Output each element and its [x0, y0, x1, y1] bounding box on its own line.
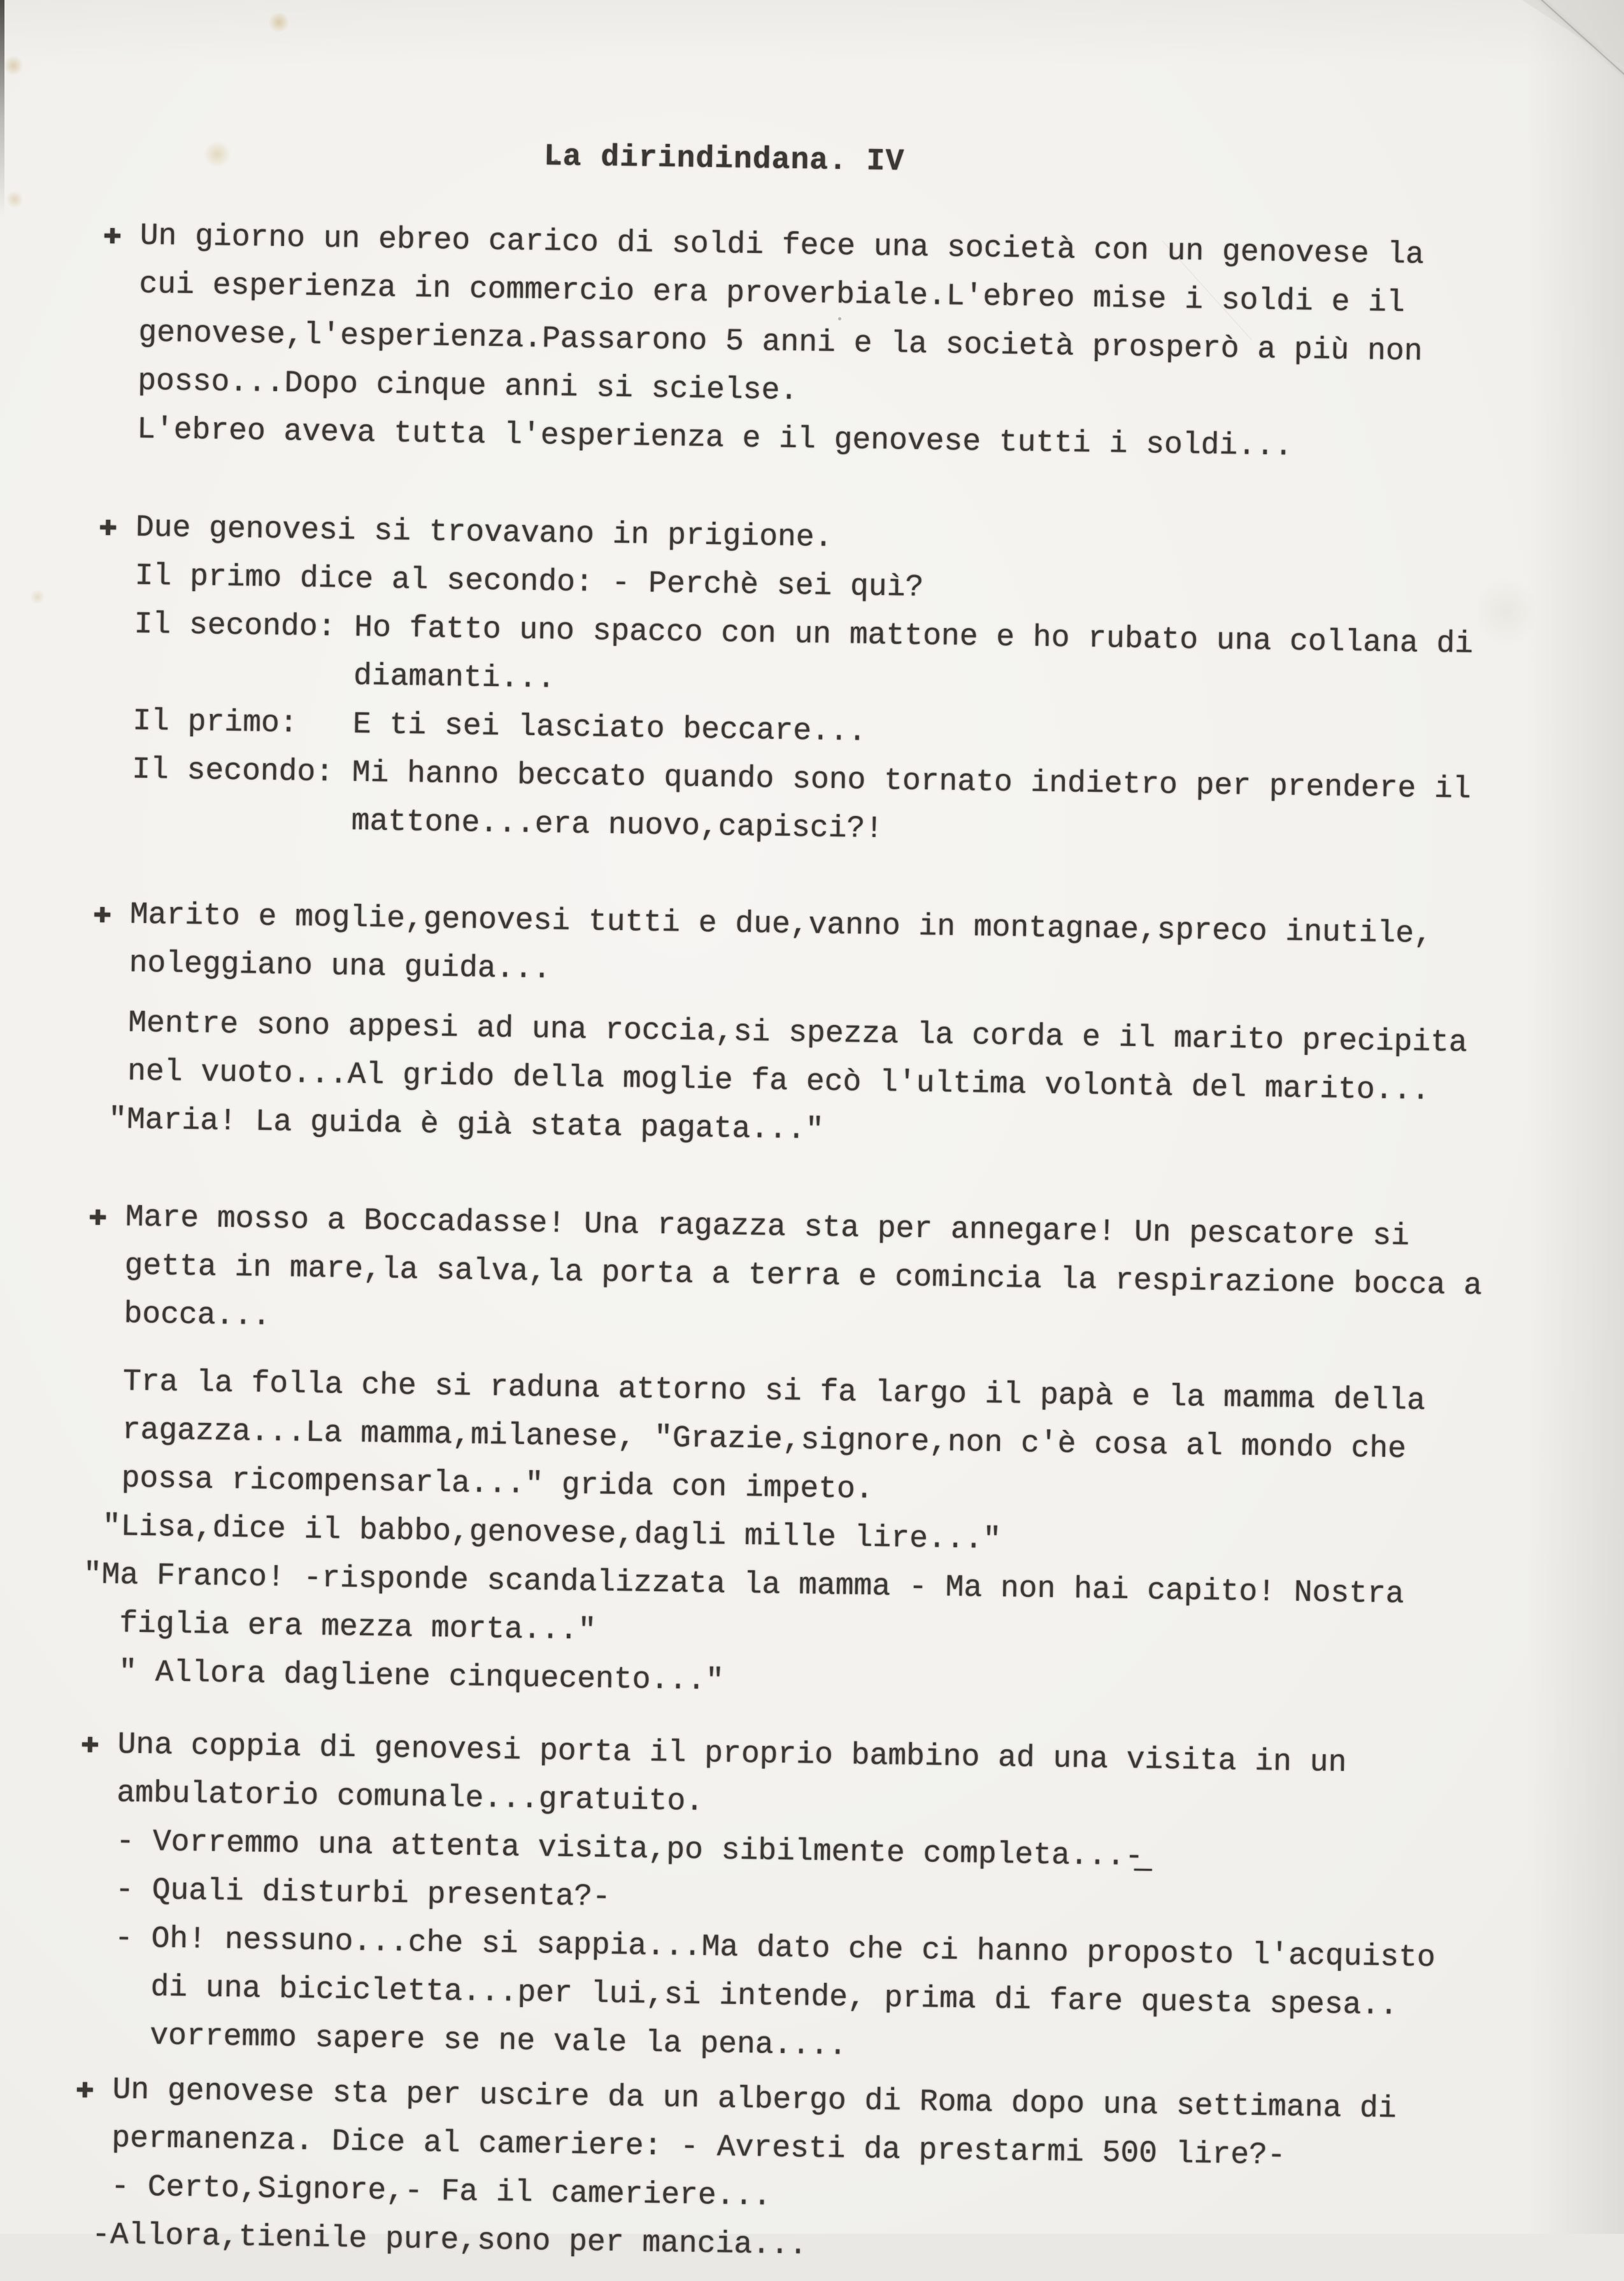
joke-line: noleggiano una guida...	[92, 939, 1577, 1010]
paper-stain	[29, 590, 46, 604]
joke-line: Tra la folla che si raduna attorno si fa largo il papà e la mamma della	[86, 1357, 1571, 1428]
joke-line: "Ma Franco! -risponde scandalizzata la mamma - Ma non hai capito! Nostra	[83, 1551, 1567, 1622]
joke-paragraph	[90, 890, 1578, 1166]
joke-line: Il secondo: Ho fatto uno spacco con un mattone e ho rubato una collana di	[97, 600, 1581, 671]
joke-line: nel vuoto...Al grido della moglie fa ecò l'ultima volontà del marito...	[90, 1047, 1575, 1118]
paper-stain	[3, 56, 24, 75]
joke-paragraph	[94, 503, 1583, 864]
joke-line: - Quali disturbi presenta?-	[78, 1866, 1563, 1936]
joke-line: figlia era mezza morta..."	[82, 1599, 1567, 1670]
joke-line: bocca...	[87, 1290, 1571, 1361]
joke-line: diamanti...	[96, 648, 1581, 719]
paper-stain	[5, 191, 24, 208]
typewritten-text	[73, 126, 1588, 2281]
joke-line: - Oh! nessuno...che si sappia...Ma dato che ci hanno proposto l'acquisto	[78, 1914, 1562, 1985]
joke-line: genovese,l'esperienza.Passarono 5 anni e la società prosperò a più non	[101, 308, 1586, 379]
joke-line-bulleted: ✚ Un giorno un ebreo carico di soldi fece una società con un genovese la	[103, 211, 1587, 282]
joke-line: ragazza...La mamma,milanese, "Grazie,signore,non c'è cosa al mondo che	[85, 1406, 1570, 1477]
joke-line: Mentre sono appesi ad una roccia,si spezza la corda e il marito precipita	[91, 999, 1576, 1069]
joke-line: - Certo,Signore,- Fa il cameriere...	[74, 2163, 1558, 2233]
joke-line: possa ricompensarla..." grida con impeto.	[85, 1454, 1569, 1525]
joke-line: Il primo: E ti sei lasciato beccare...	[96, 697, 1580, 768]
joke-paragraph	[73, 2066, 1560, 2281]
folded-corner	[1522, 0, 1624, 67]
joke-line: - Vorremmo una attenta visita,po sibilmente completa...-̲	[79, 1817, 1563, 1888]
joke-line: Il primo dice al secondo: - Perchè sei quì?	[98, 552, 1583, 622]
scanner-edge-artifact	[0, 0, 4, 217]
joke-list	[73, 211, 1587, 2281]
joke-line-bulleted: ✚ Un genovese sta per uscire da un albergo di Roma dopo una settimana di	[75, 2066, 1560, 2136]
paper-stain	[267, 13, 290, 32]
joke-line: vorremmo sapere se ne vale la pena....	[76, 2011, 1561, 2082]
joke-line: -Allora,tienile pure,sono per mancia...	[73, 2211, 1558, 2281]
joke-line: ambulatorio comunale...gratuito.	[80, 1769, 1564, 1840]
joke-paragraph	[100, 211, 1587, 476]
joke-line: posso...Dopo cinque anni si scielse.	[101, 357, 1585, 427]
joke-line: "Lisa,dice il babbo,genovese,dagli mille lire..."	[83, 1503, 1568, 1573]
joke-line: permanenza. Dice al cameriere: - Avresti da prestarmi 500 lire?-	[75, 2114, 1559, 2185]
joke-line: di una bicicletta...per lui,si intende, prima di fare questa spesa..	[77, 1963, 1562, 2033]
joke-line: getta in mare,la salva,la porta a terra e comincia la respirazione bocca a	[88, 1241, 1572, 1312]
joke-line: " Allora dagliene cinquecento..."	[82, 1648, 1566, 1719]
joke-line-bulleted: ✚ Una coppia di genovesi porta il proprio bambino ad una visita in un	[80, 1720, 1565, 1791]
joke-line: "Maria! La guida è già stata pagata..."	[90, 1096, 1574, 1166]
joke-paragraph	[82, 1193, 1572, 1718]
joke-line: mattone...era nuovo,capisci?!	[94, 794, 1579, 864]
joke-line-bulleted: ✚ Mare mosso a Boccadasse! Una ragazza sta per annegare! Un pescatore si	[89, 1193, 1573, 1264]
joke-line: cui esperienza in commercio era proverbiale.L'ebreo mise i soldi e il	[102, 260, 1586, 331]
joke-line-bulleted: ✚ Due genovesi si trovavano in prigione.	[99, 503, 1583, 574]
joke-line-bulleted: ✚ Marito e moglie,genovesi tutti e due,vanno in montagnae,spreco inutile,	[93, 890, 1578, 961]
joke-line: L'ebreo aveva tutta l'esperienza e il genovese tutti i soldi...	[100, 405, 1585, 476]
joke-line: Il secondo: Mi hanno beccato quando sono tornato indietro per prendere il	[95, 745, 1579, 816]
page-title: La dirindindana. IV	[104, 126, 1588, 197]
joke-paragraph	[76, 1720, 1565, 2082]
